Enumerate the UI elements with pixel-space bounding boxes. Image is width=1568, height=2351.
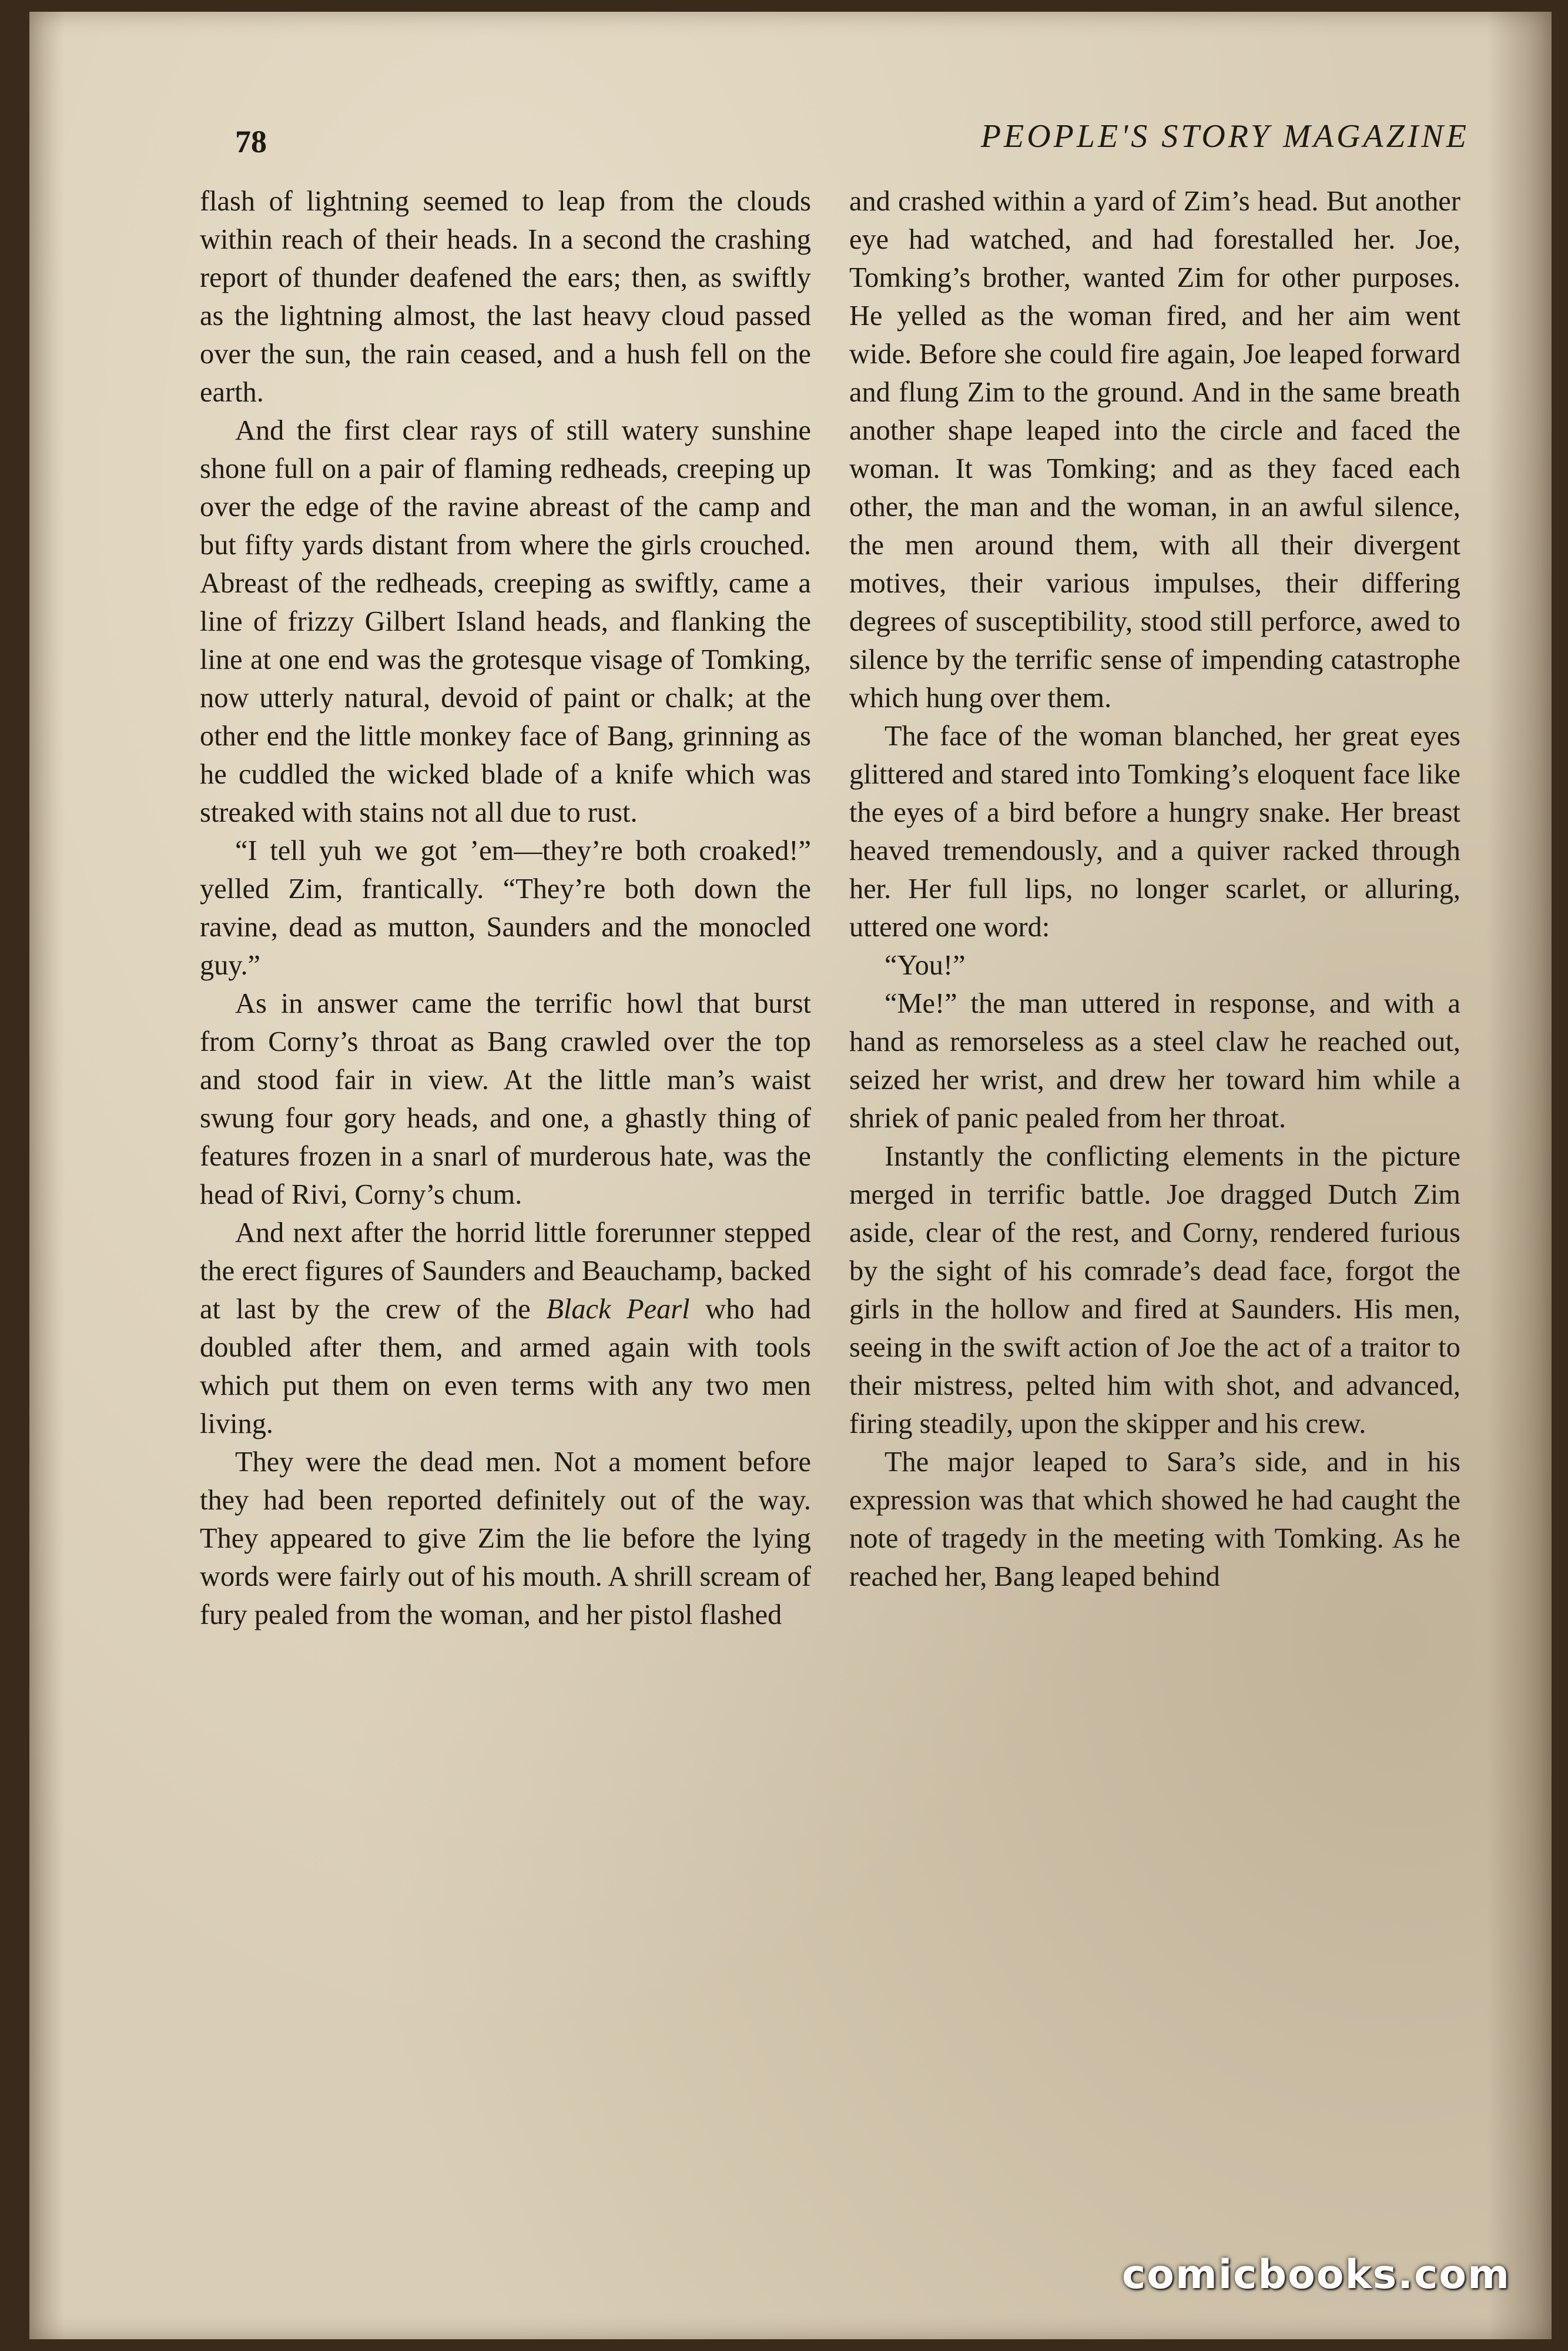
running-head: PEOPLE'S STORY MAGAZINE [980,118,1469,155]
paragraph: and crashed within a yard of Zim’s head. But another eye had watched, and had forestalled her. Joe, Tomking’s brother, wanted Zim for other purposes. He yelled as the woman fired, and her aim went wide. Before she could fire again, Joe leaped forward and flung Zim to the ground. And in the same breath another shape leaped into the circle and faced the woman. It was Tomking; and as they faced each other, the man and the woman, in an awful silence, the men around them, with all their divergent motives, their various impulses, their differing degrees of susceptibility, stood still perforce, awed to silence by the terrific sense of impending catastrophe which hung over them. [849,186,1460,714]
paragraph: The major leaped to Sara’s side, and in his expression was that which showed he had caught the note of tragedy in the meeting with Tomking. As he reached her, Bang leaped behind [849,1446,1460,1592]
paragraph: “Me!” the man uttered in response, and with a hand as remorseless as a steel claw he reached out, seized her wrist, and drew her toward him while a shriek of panic pealed from her throat. [849,988,1460,1134]
page-number: 78 [235,124,267,159]
paragraph-text: And next after the horrid little forerunner stepped the erect figures of Saunders and Beauchamp, backed at last by the crew of the [200,1217,811,1325]
paragraph [200,1214,811,1443]
paragraph: “You!” [884,950,966,981]
paragraph: Instantly the conflicting elements in the picture merged in terrific battle. Joe dragged Dutch Zim aside, clear of the rest, and Corny, rendered furious by the sight of his comrade’s dead face, forgot the girls in the hollow and fired at Saunders. His men, seeing in the swift action of Joe the act of a traitor to their mistress, pelted him with shot, and advanced, firing steadily, upon the skipper and his crew. [849,1141,1460,1439]
paragraph-text: who had doubled after them, and armed again with tools which put them on even terms with any two men living. [200,1294,811,1439]
ship-name: Black Pearl [546,1294,690,1325]
paragraph: “I tell yuh we got ’em—they’re both croaked!” yelled Zim, frantically. “They’re both down the ravine, dead as mutton, Saunders and the monocled guy.” [200,835,811,981]
right-column [849,182,1460,2063]
paragraph: They were the dead men. Not a moment before they had been reported definitely out of the way. They appeared to give Zim the lie before the lying words were fairly out of his mouth. A shrill scream of fury pealed from the woman, and her pistol flashed [200,1446,811,1630]
left-column [200,182,811,2063]
paragraph: As in answer came the terrific howl that burst from Corny’s throat as Bang crawled over the top and stood fair in view. At the little man’s waist swung four gory heads, and one, a ghastly thing of features frozen in a snarl of murderous hate, was the head of Rivi, Corny’s chum. [200,988,811,1210]
paragraph: flash of lightning seemed to leap from the clouds within reach of their heads. In a second the crashing report of thunder deafened the ears; then, as swiftly as the lightning almost, the last heavy cloud passed over the sun, the rain ceased, and a hush fell on the earth. [200,186,811,408]
watermark: comicbooks.com [1121,2252,1510,2298]
paragraph: And the first clear rays of still watery sunshine shone full on a pair of flaming redheads, creeping up over the edge of the ravine abreast of the camp and but fifty yards distant from where the girls crouched. Abreast of the redheads, creeping as swiftly, came a line of frizzy Gilbert Island heads, and flanking the line at one end was the grotesque visage of Tomking, now utterly natural, devoid of paint or chalk; at the other end the little monkey face of Bang, grinning as he cuddled the wicked blade of a knife which was streaked with stains not all due to rust. [200,415,811,828]
magazine-page [29,12,1552,2339]
paragraph: The face of the woman blanched, her great eyes glittered and stared into Tomking’s eloquent face like the eyes of a bird before a hungry snake. Her breast heaved tremendously, and a quiver racked through her. Her full lips, no longer scarlet, or alluring, uttered one word: [849,721,1460,943]
